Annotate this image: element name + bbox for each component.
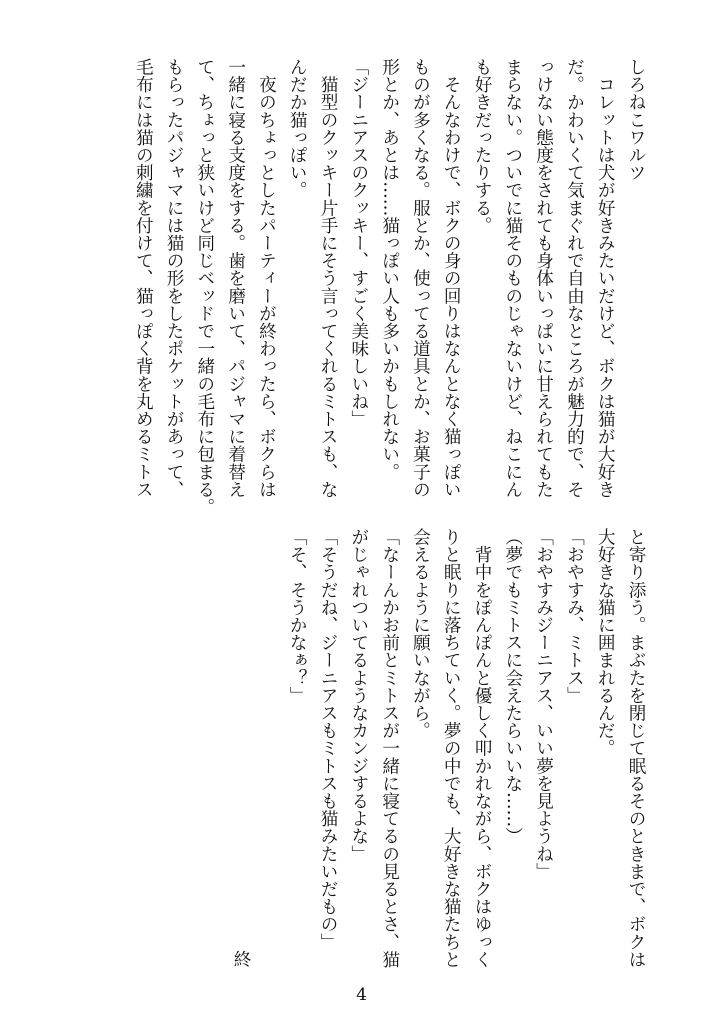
text-line: 「おやすみジーニアス、いい夢を見ようね」	[533, 528, 554, 880]
text-line: 「ジーニアスのクッキー、すごく美味しいね」	[348, 58, 369, 428]
text-line: 「そうだね、ジーニアスもミトスも猫みたいだもの」	[318, 528, 339, 951]
text-line: 会えるように願いながら。	[410, 528, 431, 740]
text-line: まらない。ついでに猫そのものじゃないけど、ねこにん	[502, 58, 523, 498]
page-number: 4	[356, 985, 367, 1005]
text-line: 「なーんかお前とミトスが一緒に寝てるの見るとさ、猫	[379, 528, 400, 968]
text-line: 一緒に寝る支度をする。歯を磨いて、パジャマに着替え	[225, 58, 246, 498]
text-line: 夜のちょっとしたパーティーが終わったら、ボクらは	[256, 58, 277, 498]
text-line: っけない態度をされても身体いっぱいに甘えられてもた	[533, 58, 554, 498]
text-line: そんなわけで、ボクの身の回りはなんとなく猫っぽい	[441, 58, 462, 498]
text-line: 猫型のクッキー片手にそう言ってくれるミトスも、な	[318, 58, 339, 498]
text-line: 形とか、あとは……猫っぽい人も多いかもしれない。	[379, 58, 400, 481]
text-line: 大好きな猫に囲まれるんだ。	[595, 528, 616, 757]
text-line: （夢でもミトスに会えたらいいな……）	[502, 528, 523, 845]
text-line: ものが多くなる。服とか、使ってる道具とか、お菓子の	[410, 58, 431, 498]
text-line: りと眠りに落ちていく。夢の中でも、大好きな猫たちと	[441, 528, 462, 968]
text-line: コレットは犬が好きみたいだけど、ボクは猫が大好き	[595, 58, 616, 498]
text-line: 毛布には猫の刺繍を付けて、猫っぽく背を丸めるミトス	[133, 58, 154, 498]
text-line: しろねこワルツ	[626, 58, 646, 182]
lower-text-block	[281, 528, 651, 968]
end-mark: 終	[231, 950, 251, 968]
text-line: と寄り添う。まぶたを閉じて眠るそのときまで、ボクは	[626, 528, 646, 968]
text-line: だ。かわいくて気まぐれで自由なところが魅力的で、そ	[564, 58, 585, 498]
text-line: も好きだったりする。	[472, 58, 493, 234]
text-line: 「そ、そうかなぁ？」	[287, 528, 308, 704]
text-line: んだか猫っぽい。	[287, 58, 308, 199]
text-line: 「おやすみ、ミトス」	[564, 528, 585, 704]
text-line: もらったパジャマには猫の形をしたポケットがあって、	[164, 58, 185, 498]
upper-text-block	[127, 58, 651, 516]
text-line: がじゃれついてるようなカンジするよな」	[348, 528, 369, 863]
text-line: 背中をぽんぽんと優しく叩かれながら、ボクはゆっく	[472, 528, 493, 968]
text-line: て、ちょっと狭いけど同じベッドで一緒の毛布に包まる。	[194, 58, 215, 516]
